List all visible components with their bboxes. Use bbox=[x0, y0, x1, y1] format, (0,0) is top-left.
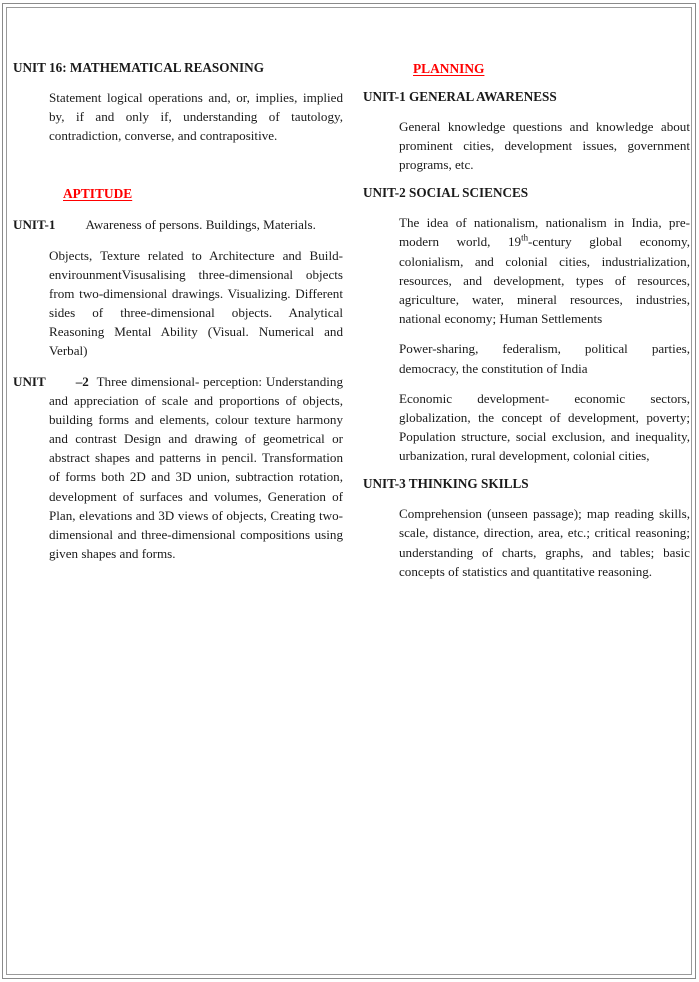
label-aptitude-unit2: UNIT bbox=[13, 373, 46, 389]
entry-aptitude-unit1 bbox=[13, 215, 343, 234]
label-aptitude-unit2-number: –2 bbox=[75, 373, 89, 389]
aptitude-heading-block bbox=[13, 185, 343, 203]
paragraph-aptitude-unit1-body: Awareness of persons. Buildings, Materials. bbox=[85, 217, 316, 233]
entry-aptitude-unit2 bbox=[13, 372, 343, 564]
heading-planning: PLANNING bbox=[413, 61, 485, 76]
heading-unit16-mathematical-reasoning: UNIT 16: MATHEMATICAL REASONING bbox=[13, 60, 264, 75]
heading-aptitude: APTITUDE bbox=[63, 186, 133, 202]
right-column bbox=[363, 60, 690, 581]
paragraph-planning-unit2-economic-development: Economic development- economic sectors, globalization, the concept of development, poverty; Population structure, social exclusion, and inequality, urbanization, rural development, colonial cities, bbox=[399, 390, 690, 464]
heading-planning-unit2-social-sciences: UNIT-2 SOCIAL SCIENCES bbox=[363, 185, 529, 201]
paragraph-planning-unit2-power-sharing: Power-sharing, federalism, political parties, democracy, the constitution of India bbox=[399, 341, 690, 376]
label-aptitude-unit1: UNIT-1 bbox=[13, 217, 56, 233]
paragraph-aptitude-unit2-body: Three dimensional- perception: Understanding and appreciation of scale and proportions of objects, building forms and elements, colour texture harmony and contrast Design and drawing of geometrical or abstract shapes and patterns in pencil. Transformation of forms both 2D and 3D union, subtraction rotation, development of surfaces and volumes, Generation of Plan, elevations and 3D views of objects, Creating two-dimensional and three-dimensional compositions using given shapes and forms. bbox=[49, 373, 344, 562]
left-column bbox=[13, 60, 343, 563]
text-after-superscript: -century global economy, colonialism, and colonial cities, industrialization, resources, and development, types of resources, agriculture, water, mineral resources, industries, national economy; Human Settlements bbox=[399, 234, 690, 327]
superscript-th: th bbox=[521, 233, 529, 244]
text-before-superscript: The idea of nationalism, nationalism in India, pre-modern world, 19 bbox=[399, 215, 690, 250]
paragraph-planning-unit3-body: Comprehension (unseen passage); map reading skills, scale, distance, direction, area, etc.; critical reasoning; understanding of charts, graphs, and tables; basic concepts of statistics and quantitative reasoning. bbox=[399, 506, 690, 579]
paragraph-planning-unit2-nationalism bbox=[363, 213, 690, 328]
heading-planning-unit3-thinking-skills: UNIT-3 THINKING SKILLS bbox=[363, 476, 529, 492]
paragraph-aptitude-unit1-objects: Objects, Texture related to Architecture and Build-envirounmentVisusalising three-dimensional objects from two-dimensional drawings. Visualizing. Different sides of three-dimensional objects. Analytical Reasoning Mental Ability (Visual. Numerical and Verbal) bbox=[49, 247, 343, 359]
paragraph-unit16-body: Statement logical operations and, or, implies, implied by, if and only if, understanding of tautology, contradiction, converse, and contrapositive. bbox=[49, 89, 343, 144]
paragraph-planning-unit1-body: General knowledge questions and knowledge about prominent cities, development issues, government programs, etc. bbox=[399, 118, 690, 173]
planning-heading-block bbox=[363, 60, 690, 78]
heading-planning-unit1-general-awareness: UNIT-1 GENERAL AWARENESS bbox=[363, 89, 557, 104]
